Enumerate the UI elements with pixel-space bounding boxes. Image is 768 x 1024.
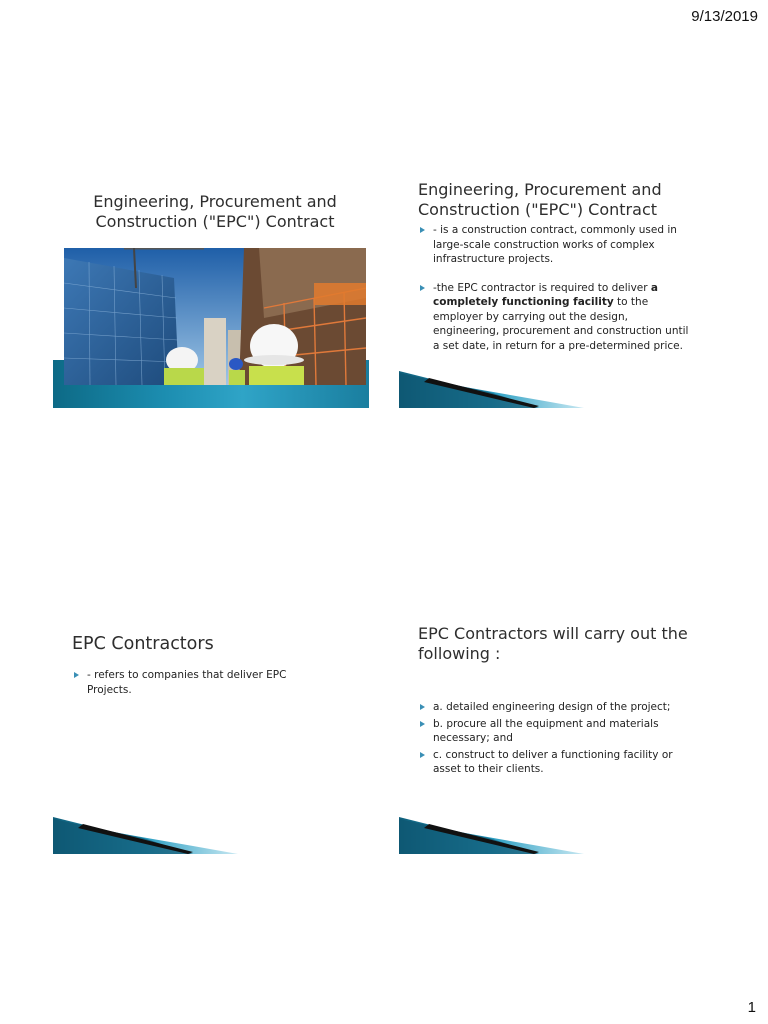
slide-4-bullet-3 (420, 748, 698, 777)
slide-2-title: Engineering, Procurement and Construction ("EPC") Contract (418, 180, 662, 219)
slide-3-bullet-1 (74, 668, 334, 697)
slide-3 (53, 614, 369, 854)
bullet-arrow-icon (420, 704, 425, 710)
slide-4-title: EPC Contractors will carry out the following : (418, 624, 688, 663)
slide-swoosh-decoration (53, 814, 369, 854)
bullet-text: a. detailed engineering design of the project; (433, 701, 671, 713)
slide-2-bullets (420, 223, 692, 353)
slide-4 (399, 614, 715, 854)
bullet-text: c. construct to deliver a functioning facility or asset to their clients. (433, 748, 673, 775)
bullet-arrow-icon (420, 227, 425, 233)
bullet-arrow-icon (420, 752, 425, 758)
page-number: 1 (747, 999, 756, 1016)
slide-1 (53, 168, 369, 408)
bullet-bold-text: a completely functioning facility (433, 281, 658, 308)
bullet-text: -the EPC contractor is required to deliver (433, 281, 651, 294)
slide-3-title: EPC Contractors (72, 634, 214, 654)
bullet-arrow-icon (420, 721, 425, 727)
slide-swoosh-decoration (399, 814, 715, 854)
slide-4-bullet-2 (420, 717, 698, 746)
slide-3-bullets (74, 668, 334, 697)
slide-4-bullet-1 (420, 700, 698, 715)
bullet-text: - refers to companies that deliver EPC Projects. (87, 669, 287, 696)
slide-1-title: Engineering, Procurement and Construction ("EPC") Contract (93, 192, 337, 231)
bullet-arrow-icon (420, 285, 425, 291)
bullet-arrow-icon (74, 672, 79, 678)
bullet-text: to the employer by carrying out the design, engineering, procurement and construction until a set date, in return for a pre-determined price. (433, 296, 689, 352)
slide-swoosh-decoration (399, 368, 715, 408)
bullet-text: b. procure all the equipment and materials necessary; and (433, 717, 659, 744)
bullet-text: - is a construction contract, commonly used in large-scale construction works of complex infrastructure projects. (433, 224, 677, 265)
slide-4-bullets (420, 700, 698, 777)
slide-2-bullet-1 (420, 223, 692, 267)
slide-2-bullet-2 (420, 281, 692, 354)
slide-2 (399, 168, 715, 408)
print-date: 9/13/2019 (691, 8, 758, 25)
construction-photo (64, 248, 366, 385)
